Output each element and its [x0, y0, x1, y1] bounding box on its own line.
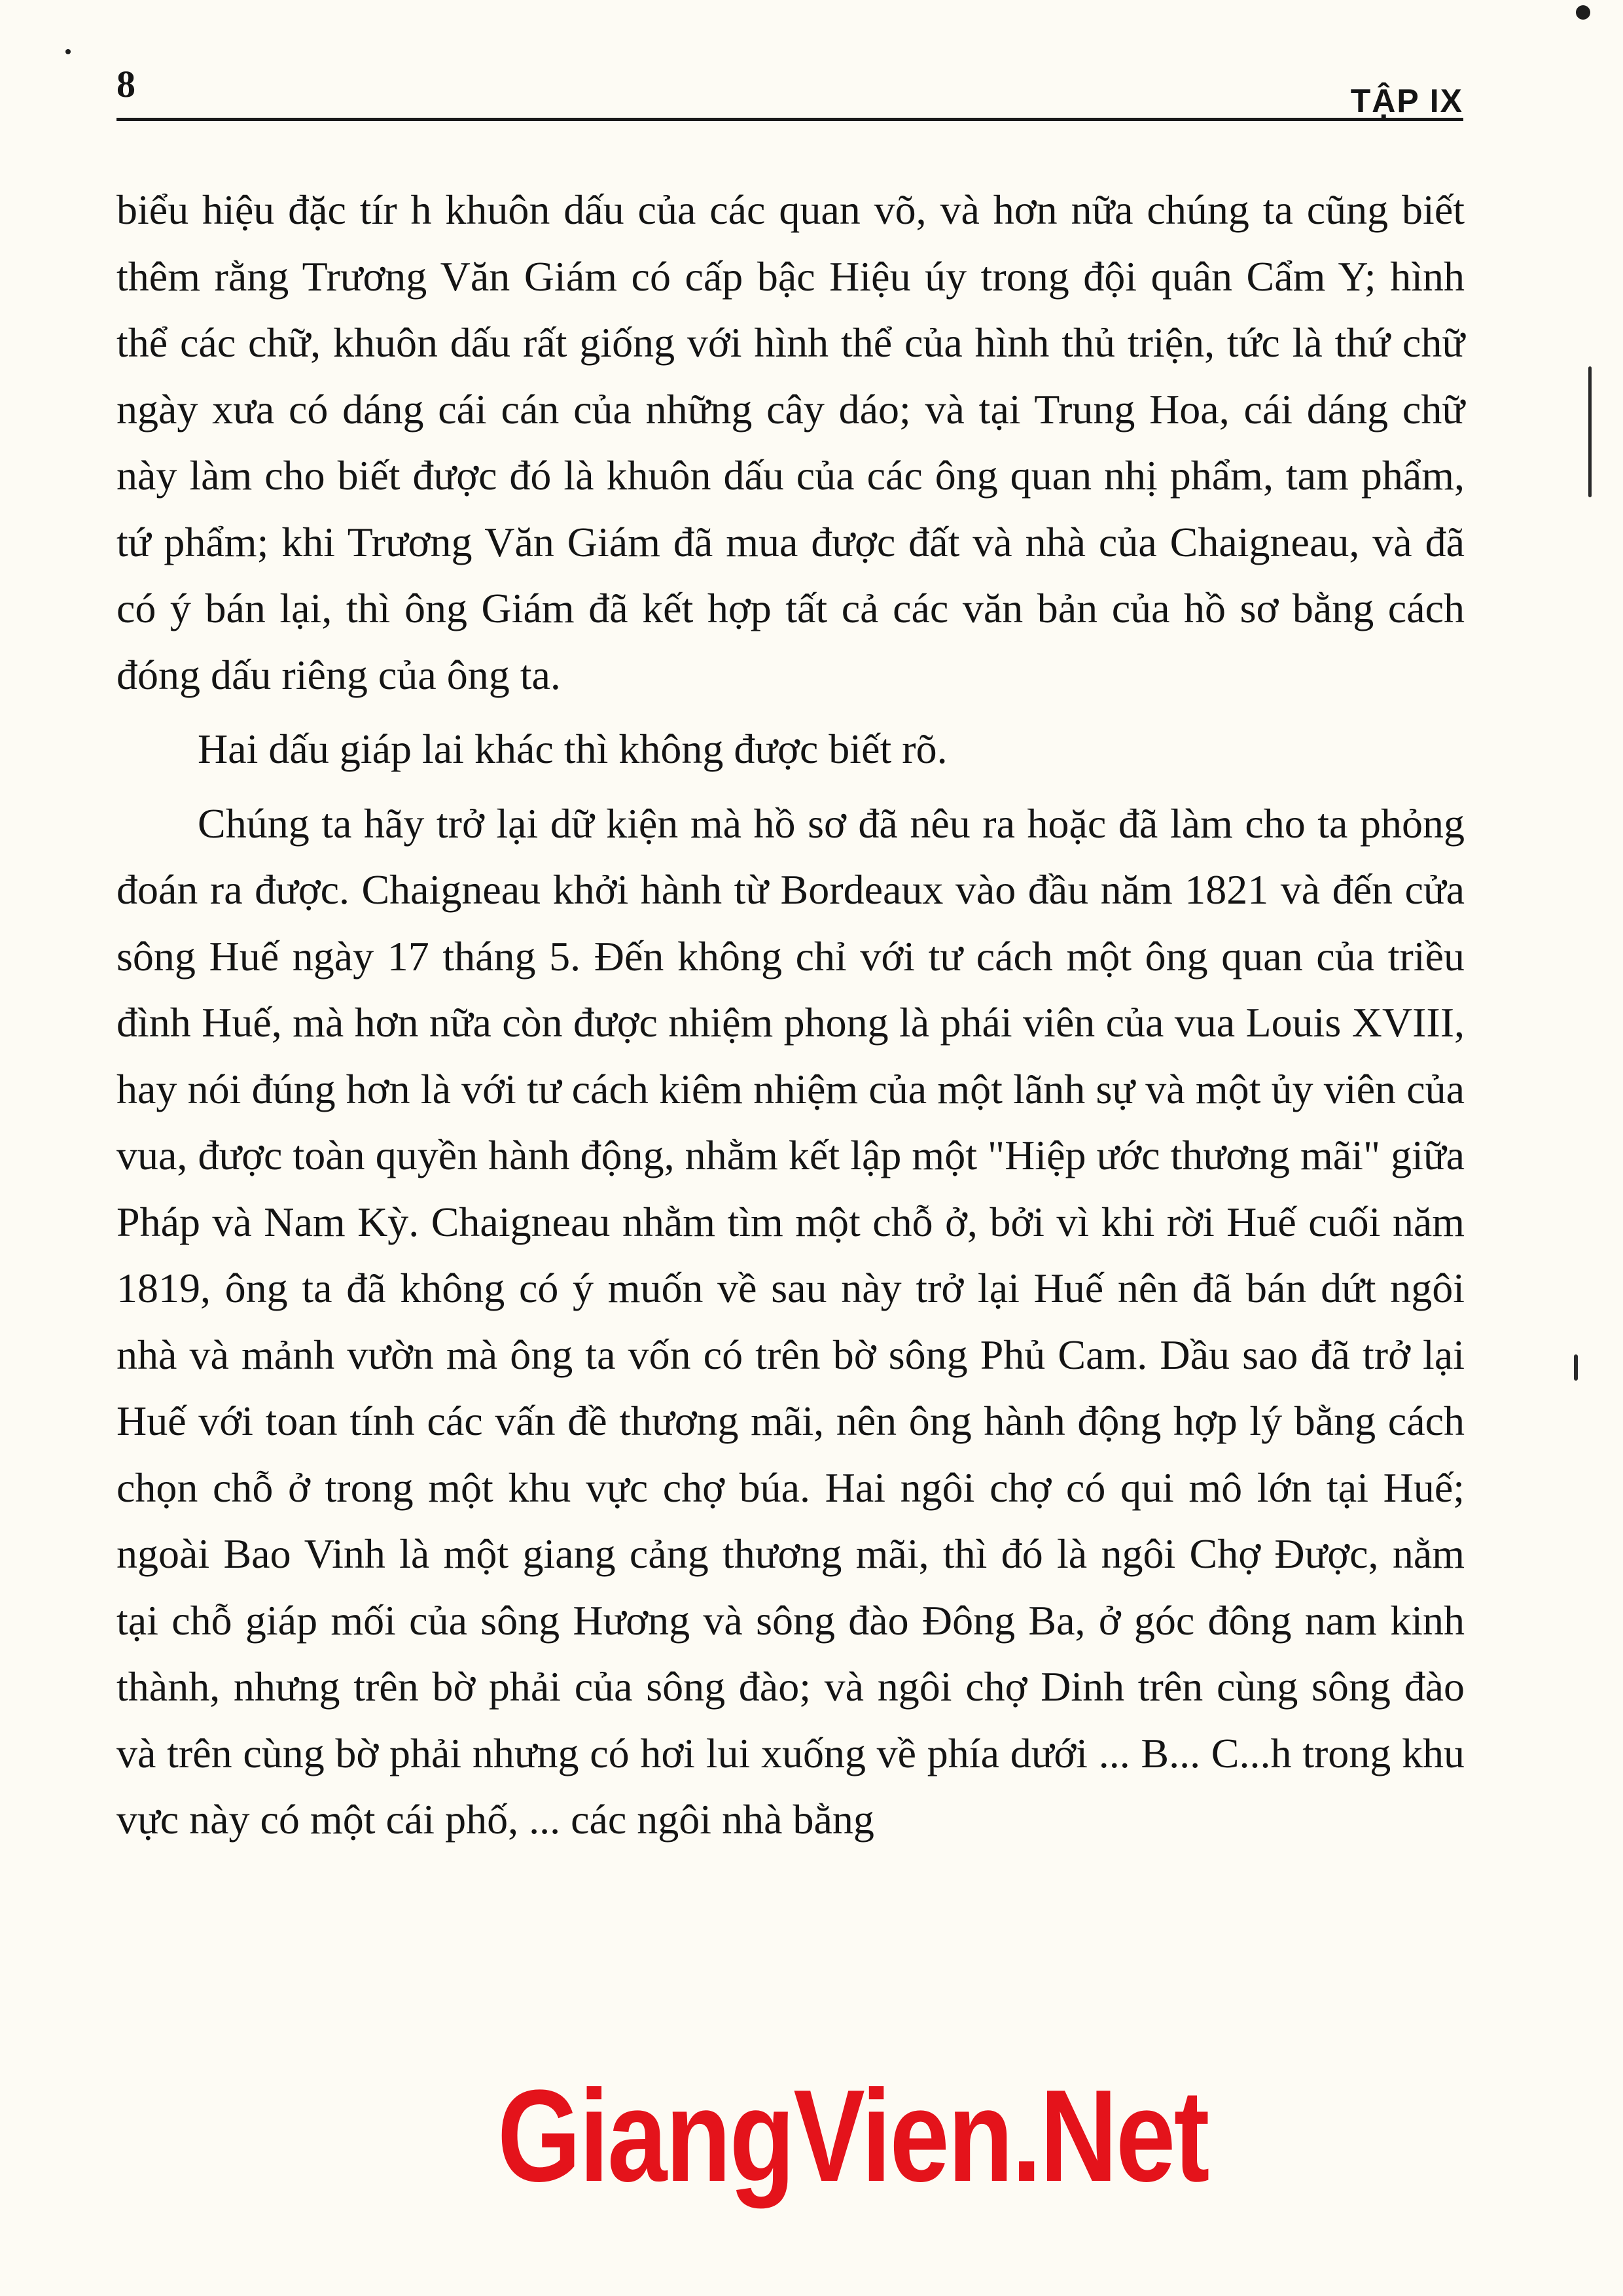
edge-mark — [1574, 1354, 1578, 1381]
paragraph-2: Hai dấu giáp lai khác thì không được biết rõ. — [198, 726, 948, 772]
volume-label: TẬP IX — [1350, 82, 1463, 119]
edge-speck — [65, 49, 71, 54]
edge-mark — [1588, 366, 1592, 497]
page-number: 8 — [116, 63, 135, 105]
paragraph-1: biểu hiệu đặc tír h khuôn dấu của các quan võ, và hơn nữa chúng ta cũng biết thêm rằng Trương Văn Giám có cấp bậc Hiệu úy trong đội quân Cẩm Y; hình thể các chữ, khuôn dấu rất giống với hình thể của hình thủ triện, tức là thứ chữ ngày xưa có dáng cái cán của những cây dáo; và tại Trung Hoa, cái dáng chữ này làm cho biết được đó là khuôn dấu của các ông quan nhị phẩm, tam phẩm, tứ phẩm; khi Trương Văn Giám đã mua được đất và nhà của Chaigneau, và đã có ý bán lại, thì ông Giám đã kết hợp tất cả các văn bản của hồ sơ bằng cách đóng dấu riêng của ông ta. — [116, 186, 1465, 698]
watermark: GiangVien.Net — [497, 2063, 1208, 2209]
corner-dot — [1576, 5, 1590, 20]
header-rule — [116, 118, 1463, 121]
paragraph-3: Chúng ta hãy trở lại dữ kiện mà hồ sơ đã nêu ra hoặc đã làm cho ta phỏng đoán ra được. Chaigneau khởi hành từ Bordeaux vào đầu năm 1821 và đến cửa sông Huế ngày 17 tháng 5. Đến không chỉ với tư cách một ông quan của triều đình Huế, mà hơn nữa còn được nhiệm phong là phái viên của vua Louis XVIII, hay nói đúng hơn là với tư cách kiêm nhiệm của một lãnh sự và một ủy viên của vua, được toàn quyền hành động, nhằm kết lập một "Hiệp ước thương mãi" giữa Pháp và Nam Kỳ. Chaigneau nhằm tìm một chỗ ở, bởi vì khi rời Huế cuối năm 1819, ông ta đã không có ý muốn về sau này trở lại Huế nên đã bán dứt ngôi nhà và mảnh vườn mà ông ta vốn có trên bờ sông Phủ Cam. Dầu sao đã trở lại Huế với toan tính các vấn đề thương mãi, nên ông hành động hợp lý bằng cách chọn chỗ ở trong một khu vực chợ búa. Hai ngôi chợ có qui mô lớn tại Huế; ngoài Bao Vinh là một giang cảng thương mãi, thì đó là ngôi Chợ Được, nằm tại chỗ giáp mối của sông Hương và sông đào Đông Ba, ở góc đông nam kinh thành, nhưng trên bờ phải của sông đào; và ngôi chợ Dinh trên cùng sông đào và trên cùng bờ phải nhưng có hơi lui xuống về phía dưới ... B... C...h trong khu vực này có một cái phố, ... các ngôi nhà bằng — [116, 800, 1465, 1843]
body-text — [116, 177, 1465, 1853]
